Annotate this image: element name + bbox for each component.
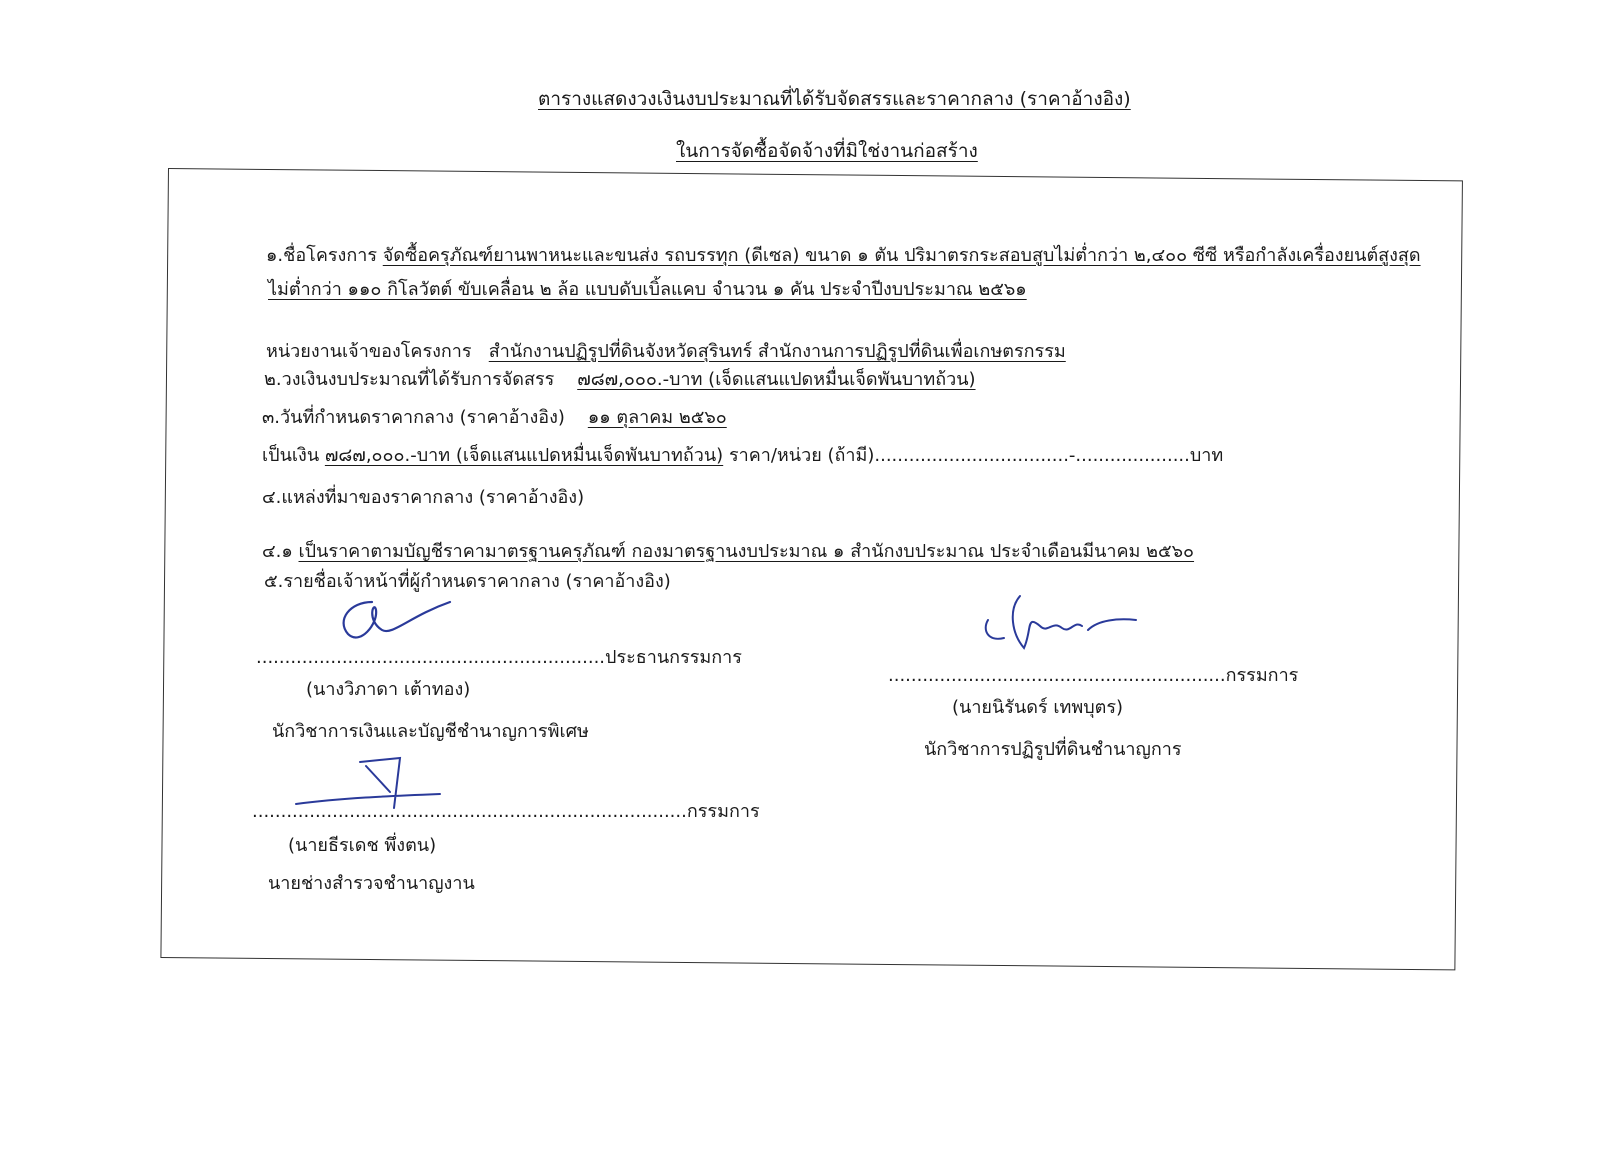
date-label: ๓.วันที่กำหนดราคากลาง (ราคาอ้างอิง) <box>262 407 565 428</box>
owner-value: สำนักงานปฏิรูปที่ดินจังหวัดสุรินทร์ สำนักงานการปฏิรูปที่ดินเพื่อเกษตรกรรม <box>488 341 1066 362</box>
amount-label: เป็นเงิน <box>262 445 320 466</box>
source-line <box>262 536 1194 565</box>
officers-label: ๕.รายชื่อเจ้าหน้าที่ผู้กำหนดราคากลาง (ราคาอ้างอิง) <box>264 571 671 592</box>
source-label: ๔.แหล่งที่มาของราคากลาง (ราคาอ้างอิง) <box>262 487 585 508</box>
signature-line-committee-2: ...........................................................กรรมการ <box>888 665 1299 686</box>
signatory-position-committee-2: นักวิชาการปฏิรูปที่ดินชำนาญการ <box>924 739 1182 760</box>
project-name-2: ไม่ต่ำกว่า ๑๑๐ กิโลวัตต์ ขับเคลื่อน ๒ ล้อ แบบดับเบิ้ลแคบ จำนวน ๑ คัน ประจำปีงบประมาณ ๒๕๖๑ <box>268 279 1027 300</box>
project-label: ๑.ชื่อโครงการ <box>266 245 378 266</box>
project-line-1 <box>266 240 1421 269</box>
amount-value: ๗๘๗,๐๐๐.-บาท (เจ็ดแสนแปดหมื่นเจ็ดพันบาทถ้วน) <box>324 445 724 466</box>
owner-label: หน่วยงานเจ้าของโครงการ <box>266 341 472 362</box>
signatory-name-committee-2: (นายนิรันดร์ เทพบุตร) <box>952 697 1124 718</box>
signatory-name-chairman: (นางวิภาดา เต้าทอง) <box>306 679 471 700</box>
signature-line-committee-3: ............................................................................กรรมการ <box>252 801 760 822</box>
project-name-1: จัดซื้อครุภัณฑ์ยานพาหนะและขนส่ง รถบรรทุก (ดีเซล) ขนาด ๑ ตัน ปริมาตรกระสอบสูบไม่ต่ำกว่า ๒,๔๐๐ ซีซี หรือกำลังเครื่องยนต์สูงสุด <box>382 245 1421 266</box>
budget-line <box>264 364 976 393</box>
signature-line-chairman: .............................................................ประธานกรรมการ <box>256 647 742 668</box>
unit-price: ราคา/หน่วย (ถ้ามี)..................................-....................บาท <box>728 445 1224 466</box>
budget-value: ๗๘๗,๐๐๐.-บาท (เจ็ดแสนแปดหมื่นเจ็ดพันบาทถ้วน) <box>577 369 976 390</box>
signatory-position-chairman: นักวิชาการเงินและบัญชีชำนาญการพิเศษ <box>272 721 589 742</box>
owner-line <box>266 336 1066 365</box>
document-title-line1: ตารางแสดงวงเงินงบประมาณที่ได้รับจัดสรรและราคากลาง (ราคาอ้างอิง) <box>538 88 1131 110</box>
budget-label: ๒.วงเงินงบประมาณที่ได้รับการจัดสรร <box>264 369 555 390</box>
signatory-position-committee-3: นายช่างสำรวจชำนาญงาน <box>268 873 475 894</box>
date-value: ๑๑ ตุลาคม ๒๕๖๐ <box>587 407 727 428</box>
document-title-line2: ในการจัดซื้อจัดจ้างที่มิใช่งานก่อสร้าง <box>676 140 978 162</box>
source-num: ๔.๑ <box>262 541 293 562</box>
signatory-name-committee-3: (นายธีรเดช พึ่งตน) <box>288 835 437 856</box>
amount-line <box>262 440 1223 469</box>
signature-chairman <box>330 590 470 650</box>
date-line <box>262 402 727 431</box>
source-value: เป็นราคาตามบัญชีราคามาตรฐานครุภัณฑ์ กองมาตรฐานงบประมาณ ๑ สำนักงบประมาณ ประจำเดือนมีนาคม ๒๕๖๐ <box>298 541 1195 562</box>
signature-committee-2 <box>978 590 1148 660</box>
